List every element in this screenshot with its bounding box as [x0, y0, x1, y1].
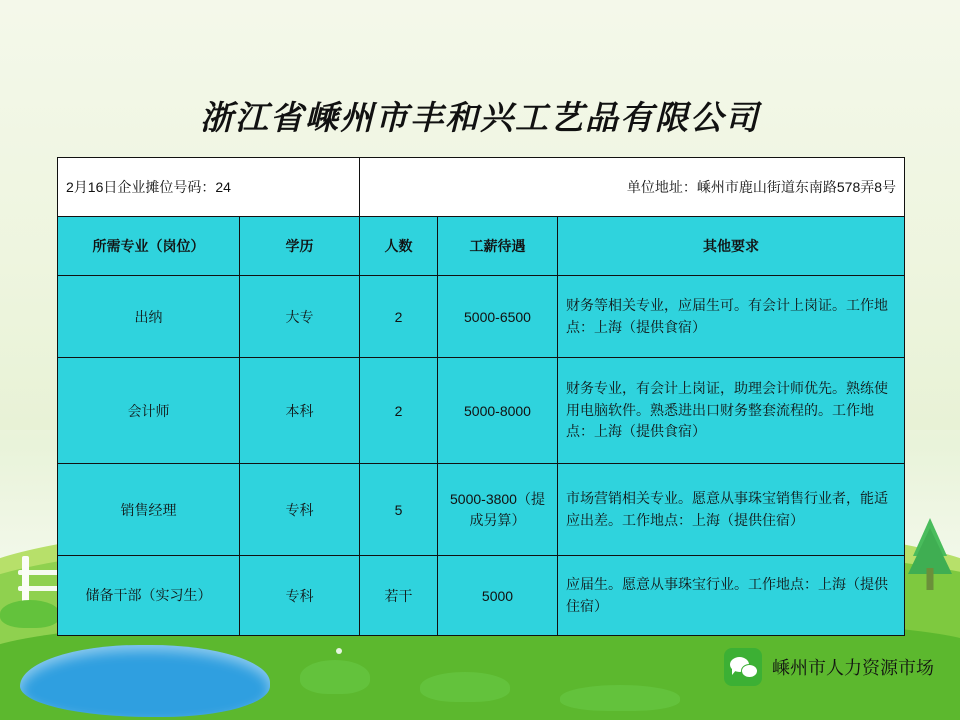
cell-salary: 5000-6500: [438, 276, 558, 358]
job-table: [57, 157, 905, 636]
shrub-icon: [300, 660, 370, 694]
cell-position: 储备干部（实习生）: [58, 556, 240, 636]
column-header-other: 其他要求: [558, 217, 905, 276]
cell-count: 2: [360, 358, 438, 464]
shrub-icon: [0, 600, 60, 628]
cell-salary: 5000-3800（提成另算）: [438, 464, 558, 556]
wechat-icon: [724, 648, 762, 686]
cell-salary: 5000-8000: [438, 358, 558, 464]
brand-label: 嵊州市人力资源市场: [772, 658, 934, 678]
pond-shape: [20, 645, 270, 717]
cell-education: 本科: [240, 358, 360, 464]
booth-number: 2月16日企业摊位号码：24: [58, 158, 360, 217]
cell-position: 会计师: [58, 358, 240, 464]
column-header-count: 人数: [360, 217, 438, 276]
cell-other: 应届生。愿意从事珠宝行业。工作地点：上海（提供住宿）: [558, 556, 905, 636]
tree-icon: [905, 500, 955, 590]
company-address: 单位地址：嵊州市鹿山街道东南路578弄8号: [360, 158, 905, 217]
column-header-education: 学历: [240, 217, 360, 276]
cell-other: 财务专业，有会计上岗证，助理会计师优先。熟练使用电脑软件。熟悉进出口财务整套流程的。工作地点：上海（提供食宿）: [558, 358, 905, 464]
column-header-position: 所需专业（岗位）: [58, 217, 240, 276]
cell-education: 专科: [240, 464, 360, 556]
shrub-icon: [420, 672, 510, 702]
column-header-salary: 工薪待遇: [438, 217, 558, 276]
cell-position: 销售经理: [58, 464, 240, 556]
page-title: 浙江省嵊州市丰和兴工艺品有限公司: [200, 98, 760, 137]
table-row: [58, 358, 905, 464]
table-column-header-row: [58, 217, 905, 276]
cell-count: 2: [360, 276, 438, 358]
cell-position: 出纳: [58, 276, 240, 358]
cell-count: 5: [360, 464, 438, 556]
cell-salary: 5000: [438, 556, 558, 636]
footer-brand: [724, 648, 934, 686]
cell-other: 市场营销相关专业。愿意从事珠宝销售行业者，能适应出差。工作地点：上海（提供住宿）: [558, 464, 905, 556]
table-row: [58, 556, 905, 636]
cell-other: 财务等相关专业，应届生可。有会计上岗证。工作地点：上海（提供食宿）: [558, 276, 905, 358]
job-table-container: [57, 157, 904, 636]
cell-education: 专科: [240, 556, 360, 636]
cell-count: 若干: [360, 556, 438, 636]
table-row: [58, 464, 905, 556]
flower-dot: [336, 648, 342, 654]
cell-education: 大专: [240, 276, 360, 358]
shrub-icon: [560, 685, 680, 711]
table-header-row: [58, 158, 905, 217]
table-row: [58, 276, 905, 358]
